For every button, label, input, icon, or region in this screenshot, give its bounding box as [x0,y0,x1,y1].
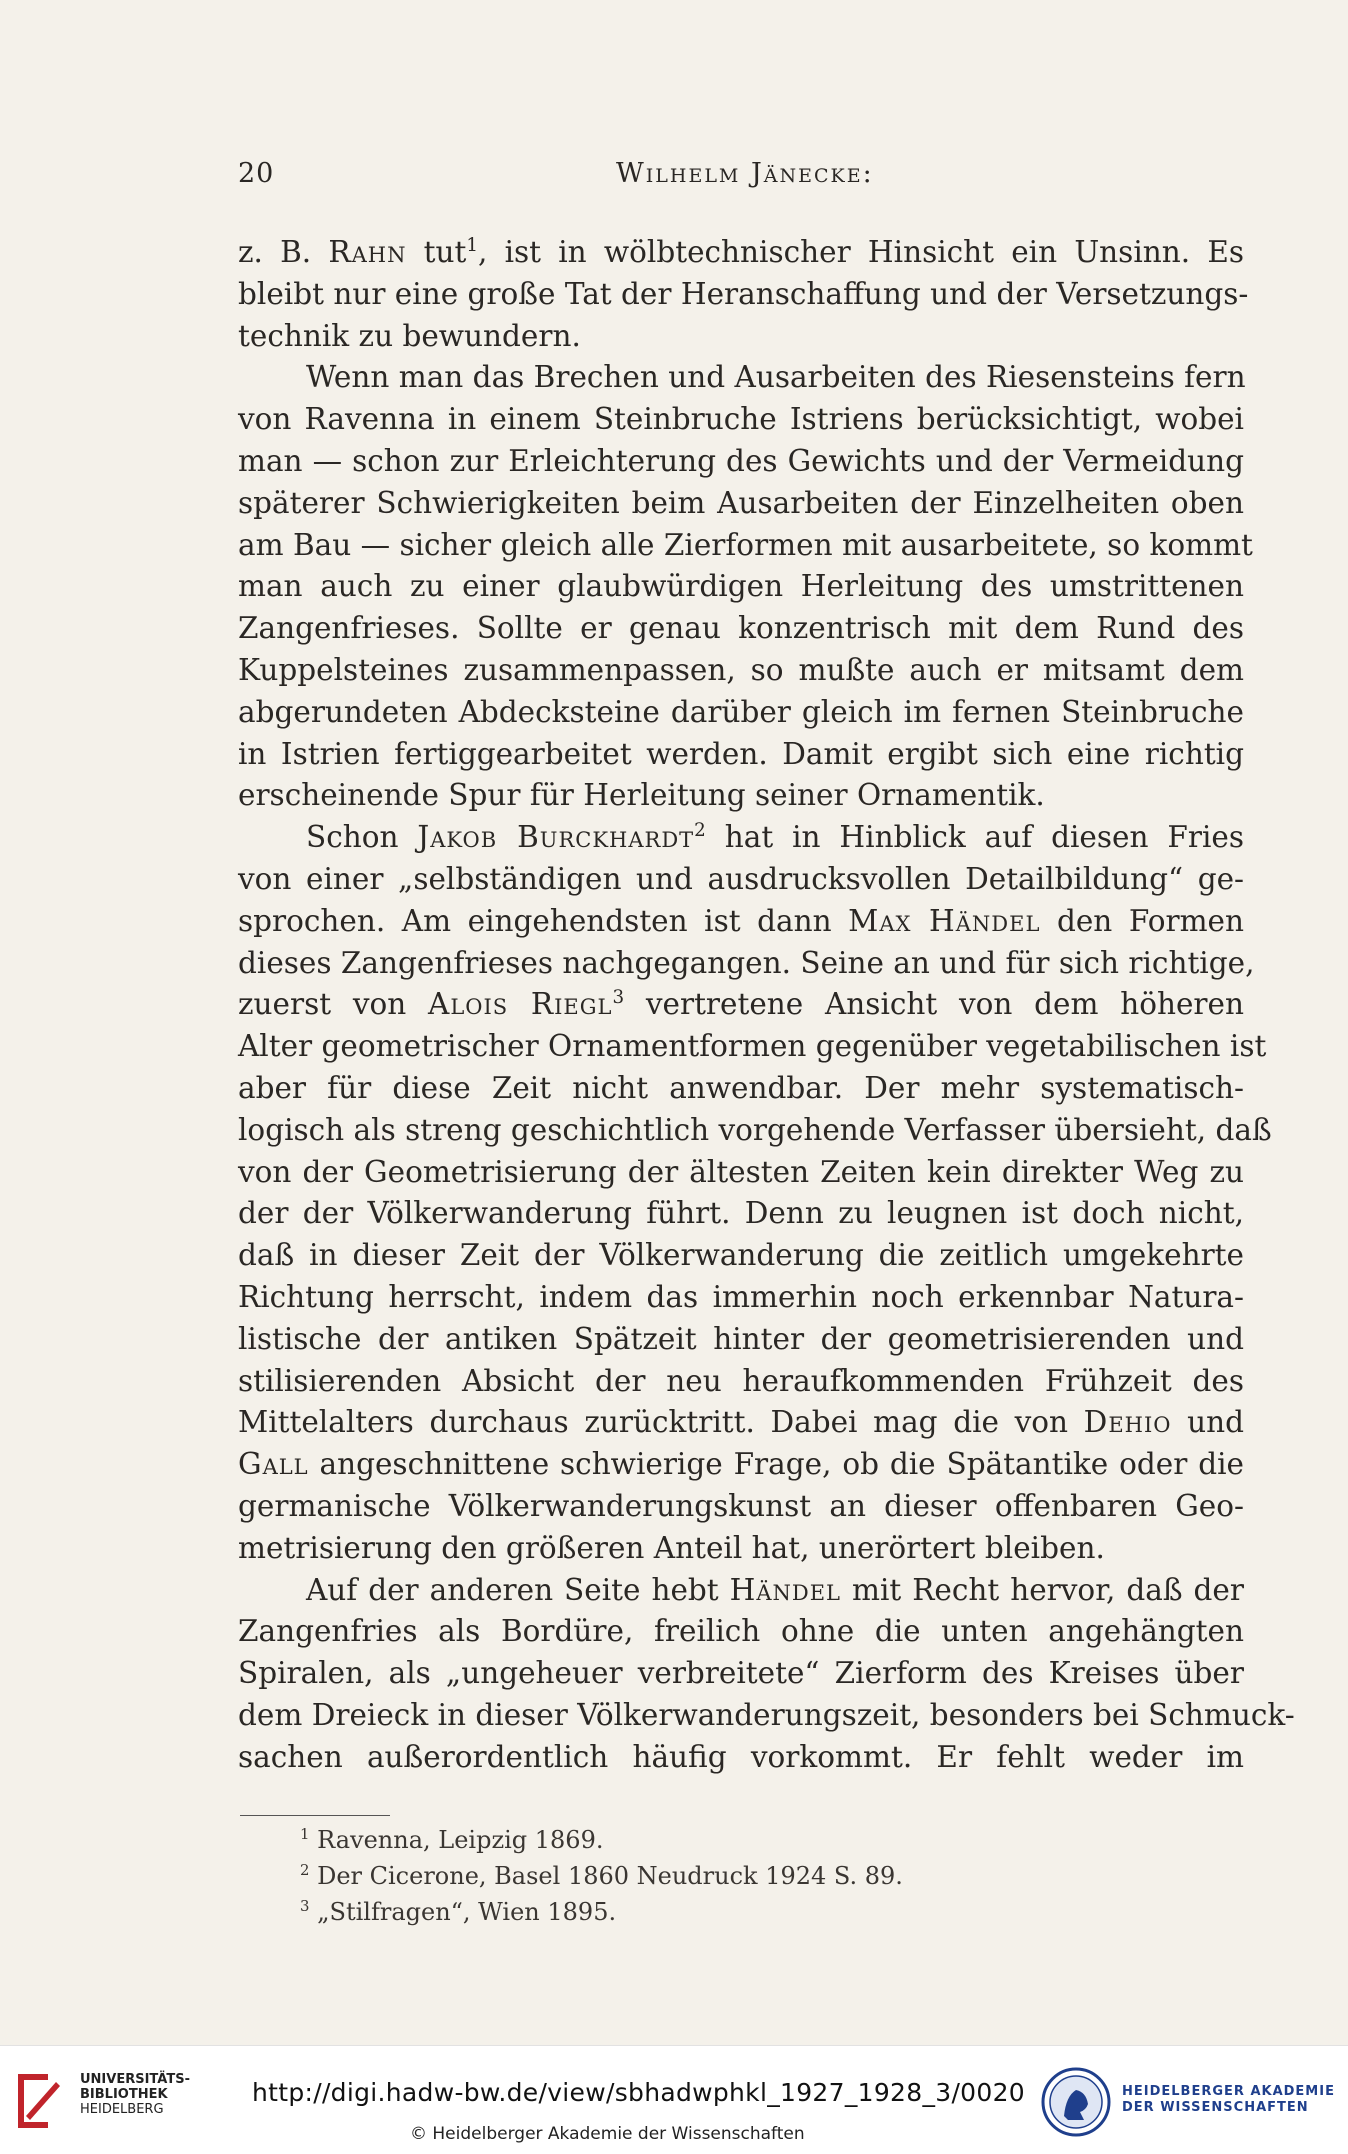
text-line: am Bau — sicher gleich alle Zierformen mit ausarbeitete, so kommt [238,527,1253,562]
text-line: abgerundeten Abdecksteine darüber gleich im fernen Steinbruche [238,694,1244,729]
text-line: erscheinende Spur für Herleitung seiner Ornamentik. [238,778,1045,813]
text-line: späterer Schwierigkeiten beim Ausarbeiten der Einzelheiten oben [238,485,1244,520]
text-line: Mittelalters durchaus zurücktritt. Dabei mag die von Dehio und [238,1405,1244,1440]
academy-line: HEIDELBERGER AKADEMIE [1122,2084,1335,2099]
text-line: sprochen. Am eingehendsten ist dann Max Händel den Formen [238,903,1245,938]
running-head: Wilhelm Jänecke: [616,158,874,189]
library-line: UNIVERSITÄTS- [80,2072,190,2087]
text-line: bleibt nur eine große Tat der Heranschaffung und der Versetzungs- [238,276,1249,311]
footnote [300,1858,903,1894]
academy-seal-icon [1040,2066,1112,2138]
footnote-text: Der Cicerone, Basel 1860 Neudruck 1924 S. 89. [309,1862,903,1890]
footnote-rule [240,1815,390,1816]
text-line: Zangenfrieses. Sollte er genau konzentrisch mit dem Rund des [238,611,1244,646]
permalink[interactable]: http://digi.hadw-bw.de/view/sbhadwphkl_1927_1928_3/0020 [252,2078,1026,2107]
text-line: Zangenfries als Bordüre, freilich ohne die unten angehängten [238,1614,1244,1649]
footnote-text: „Stilfragen“, Wien 1895. [309,1898,617,1926]
text-line: zuerst von Alois Riegl$^3$ vertretene Ansicht von dem höheren [238,987,1244,1022]
viewer-footer [0,2045,1348,2154]
footnote-mark: 2 [300,1861,310,1879]
text-line: der der Völkerwanderung führt. Denn zu leugnen ist doch nicht, [238,1196,1244,1231]
academy-line: DER WISSENSCHAFTEN [1122,2100,1309,2115]
text-line: Schon Jakob Burckhardt$^2$ hat in Hinblick auf diesen Fries [306,820,1244,855]
footnote-mark: 3 [300,1897,310,1915]
text-line: man — schon zur Erleichterung des Gewichts und der Vermeidung [238,443,1244,478]
footnote [300,1894,903,1930]
university-library-logo-icon [12,2068,72,2134]
page-header [238,158,1248,198]
copyright-notice: © Heidelberger Akademie der Wissenschaften [410,2124,805,2144]
text-line: germanische Völkerwanderungskunst an dieser offenbaren Geo- [238,1488,1244,1523]
text-line: Auf der anderen Seite hebt Händel mit Recht hervor, daß der [306,1572,1244,1607]
text-line: logisch als streng geschichtlich vorgehende Verfasser übersieht, daß [238,1112,1272,1147]
page-number: 20 [238,158,275,189]
text-line: Spiralen, als „ungeheuer verbreitete“ Zierform des Kreises über [238,1656,1244,1691]
text-line: listische der antiken Spätzeit hinter der geometrisierenden und [238,1321,1244,1356]
footnote-mark: 1 [300,1825,310,1843]
text-line: Gall angeschnittene schwierige Frage, ob die Spätantike oder die [238,1447,1244,1482]
text-line: von einer „selbständigen und ausdrucksvollen Detailbildung“ ge- [238,861,1244,896]
text-line: dieses Zangenfrieses nachgegangen. Seine an und für sich richtige, [238,945,1255,980]
library-line: BIBLIOTHEK [80,2087,168,2102]
text-line: dem Dreieck in dieser Völkerwanderungszeit, besonders bei Schmuck- [238,1697,1295,1732]
academy-name [1122,2084,1335,2116]
text-line: Alter geometrischer Ornamentformen gegenüber vegetabilischen ist [238,1029,1267,1064]
library-line: HEIDELBERG [80,2102,164,2117]
text-line: aber für diese Zeit nicht anwendbar. Der mehr systematisch- [238,1070,1244,1105]
footnote [300,1822,903,1858]
text-line: Wenn man das Brechen und Ausarbeiten des Riesensteins fern [306,360,1246,395]
text-line: von Ravenna in einem Steinbruche Istriens berücksichtigt, wobei [238,402,1244,437]
text-line: z. B. Rahn tut$^1$, ist in wölbtechnischer Hinsicht ein Unsinn. Es [238,235,1245,269]
footnote-text: Ravenna, Leipzig 1869. [309,1826,604,1854]
text-line: technik zu bewundern. [238,318,581,353]
footnotes [300,1822,903,1930]
text-line: stilisierenden Absicht der neu heraufkommenden Frühzeit des [238,1363,1244,1398]
text-line: sachen außerordentlich häufig vorkommt. Er fehlt weder im [238,1739,1244,1774]
body-text [238,232,1295,1778]
text-line: daß in dieser Zeit der Völkerwanderung die zeitlich umgekehrte [238,1238,1244,1273]
university-library-name [80,2072,190,2117]
text-line: in Istrien fertiggearbeitet werden. Damit ergibt sich eine richtig [238,736,1244,771]
text-line: man auch zu einer glaubwürdigen Herleitung des umstrittenen [238,569,1244,604]
text-line: metrisierung den größeren Anteil hat, unerörtert bleiben. [238,1530,1105,1565]
text-line: Kuppelsteines zusammenpassen, so mußte auch er mitsamt dem [238,652,1244,687]
text-line: Richtung herrscht, indem das immerhin noch erkennbar Natura- [238,1279,1244,1314]
text-line: von der Geometrisierung der ältesten Zeiten kein direkter Weg zu [238,1154,1244,1189]
